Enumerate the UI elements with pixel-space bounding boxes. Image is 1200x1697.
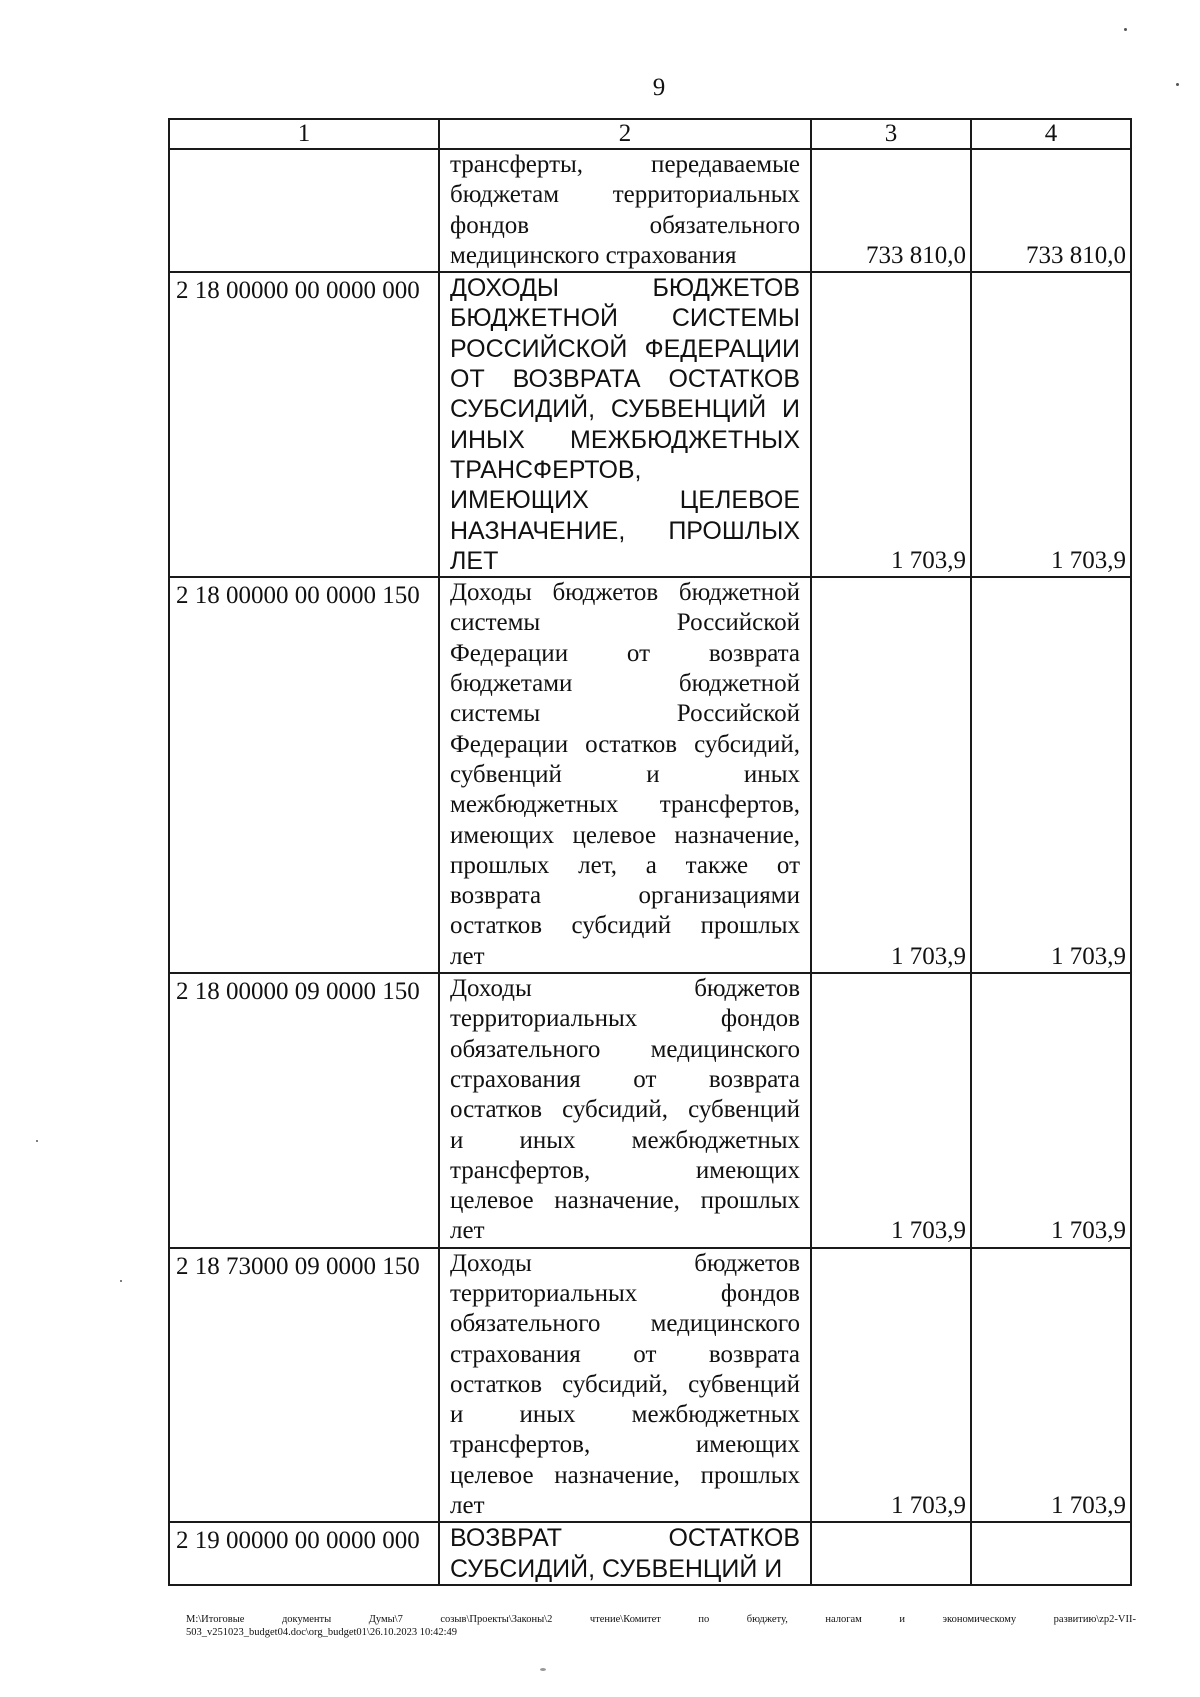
- budget-code-cell: 2 18 00000 00 0000 000: [169, 272, 439, 577]
- description-line: возврата организациями: [450, 882, 800, 910]
- scan-speck: [120, 1280, 122, 1282]
- column-header: 1: [169, 119, 439, 149]
- description-line: обязательного медицинского: [450, 1035, 800, 1063]
- amount-col4-cell: [971, 1522, 1131, 1585]
- description-line: остатков субсидий, субвенций: [450, 1096, 800, 1124]
- budget-code-cell: 2 18 73000 09 0000 150: [169, 1248, 439, 1523]
- description-cell: [439, 149, 811, 272]
- description-cell: [439, 577, 811, 973]
- description-line: НАЗНАЧЕНИЕ, ПРОШЛЫХ: [450, 516, 800, 545]
- description-line: территориальных фондов: [450, 1005, 800, 1033]
- description-line: целевое назначение, прошлых: [450, 1187, 800, 1215]
- description-line: лет: [450, 942, 485, 970]
- description-line: страхования от возврата: [450, 1065, 800, 1093]
- description-cell: [439, 1522, 811, 1585]
- description-line: межбюджетных трансфертов,: [450, 791, 800, 819]
- description-line: фондов обязательного: [450, 211, 800, 239]
- description-cell: [439, 973, 811, 1248]
- table-row: [169, 577, 1131, 973]
- description-line: ЛЕТ: [450, 546, 499, 575]
- description-line: лет: [450, 1217, 485, 1245]
- table-body: [169, 149, 1131, 1585]
- amount-col3-cell: 1 703,9: [811, 1248, 971, 1523]
- description-line: бюджетам территориальных: [450, 181, 800, 209]
- description-line: целевое назначение, прошлых: [450, 1461, 800, 1489]
- description-line: остатков субсидий, субвенций: [450, 1370, 800, 1398]
- description-line: прошлых лет, а также от: [450, 851, 800, 879]
- description-line: субвенций и иных: [450, 760, 800, 788]
- description-line: страхования от возврата: [450, 1340, 800, 1368]
- description-line: ОТ ВОЗВРАТА ОСТАТКОВ: [450, 365, 800, 394]
- amount-col3-cell: 733 810,0: [811, 149, 971, 272]
- description-line: Доходы бюджетов бюджетной: [450, 579, 800, 607]
- table-row: [169, 1522, 1131, 1585]
- amount-col4-cell: 733 810,0: [971, 149, 1131, 272]
- budget-code-cell: [169, 149, 439, 272]
- table-header-row: [169, 119, 1131, 149]
- table-row: [169, 1248, 1131, 1523]
- description-line: ВОЗВРАТ ОСТАТКОВ: [450, 1524, 800, 1553]
- column-header: 3: [811, 119, 971, 149]
- description-line: РОССИЙСКОЙ ФЕДЕРАЦИИ: [450, 334, 800, 363]
- scan-speck: [36, 1140, 38, 1142]
- description-line: трансфертов, имеющих: [450, 1156, 800, 1184]
- description-line: системы Российской: [450, 700, 800, 728]
- amount-col3-cell: 1 703,9: [811, 272, 971, 577]
- column-header: 2: [439, 119, 811, 149]
- description-line: остатков субсидий прошлых: [450, 912, 800, 940]
- description-line: Федерации остатков субсидий,: [450, 730, 800, 758]
- budget-code-cell: 2 18 00000 00 0000 150: [169, 577, 439, 973]
- description-line: системы Российской: [450, 609, 800, 637]
- description-line: обязательного медицинского: [450, 1310, 800, 1338]
- description-line: ИМЕЮЩИХ ЦЕЛЕВОЕ: [450, 486, 800, 515]
- budget-code-cell: 2 18 00000 09 0000 150: [169, 973, 439, 1248]
- description-line: лет: [450, 1492, 485, 1520]
- footer-path-line-1: M:\Итоговые документы Думы\7 созыв\Проекты\Законы\2 чтение\Комитет по бюджету, налогам и экономическому развитию\zp2-VII-: [186, 1614, 1136, 1625]
- table-row: [169, 149, 1131, 272]
- table-row: [169, 272, 1131, 577]
- document-footer: [186, 1613, 1136, 1639]
- description-cell: [439, 1248, 811, 1523]
- amount-col3-cell: [811, 1522, 971, 1585]
- description-line: Федерации от возврата: [450, 639, 800, 667]
- description-line: СУБСИДИЙ, СУБВЕНЦИЙ И: [450, 395, 800, 424]
- description-line: ДОХОДЫ БЮДЖЕТОВ: [450, 274, 800, 303]
- amount-col4-cell: 1 703,9: [971, 272, 1131, 577]
- description-line: медицинского страхования: [450, 241, 737, 269]
- description-line: и иных межбюджетных: [450, 1126, 800, 1154]
- budget-table: [168, 118, 1132, 1586]
- description-line: бюджетами бюджетной: [450, 670, 800, 698]
- amount-col4-cell: 1 703,9: [971, 577, 1131, 973]
- amount-col4-cell: 1 703,9: [971, 973, 1131, 1248]
- description-line: БЮДЖЕТНОЙ СИСТЕМЫ: [450, 304, 800, 333]
- description-line: имеющих целевое назначение,: [450, 821, 800, 849]
- amount-col4-cell: 1 703,9: [971, 1248, 1131, 1523]
- footer-path-line-2: 503_v251023_budget04.doc\org_budget01\26.10.2023 10:42:49: [186, 1627, 458, 1638]
- description-line: СУБСИДИЙ, СУБВЕНЦИЙ И: [450, 1554, 783, 1583]
- table-row: [169, 973, 1131, 1248]
- description-line: трансферты, передаваемые: [450, 151, 800, 178]
- scan-speck: [1176, 83, 1179, 86]
- amount-col3-cell: 1 703,9: [811, 973, 971, 1248]
- column-header: 4: [971, 119, 1131, 149]
- description-line: территориальных фондов: [450, 1279, 800, 1307]
- scan-speck: [540, 1668, 546, 1671]
- budget-code-cell: 2 19 00000 00 0000 000: [169, 1522, 439, 1585]
- scan-speck: [1124, 28, 1127, 31]
- description-line: ИНЫХ МЕЖБЮДЖЕТНЫХ: [450, 425, 800, 454]
- description-line: Доходы бюджетов: [450, 975, 800, 1003]
- description-line: ТРАНСФЕРТОВ,: [450, 455, 642, 484]
- description-line: трансфертов, имеющих: [450, 1431, 800, 1459]
- page-number: 9: [652, 74, 666, 101]
- description-line: Доходы бюджетов: [450, 1249, 800, 1277]
- description-cell: [439, 272, 811, 577]
- amount-col3-cell: 1 703,9: [811, 577, 971, 973]
- description-line: и иных межбюджетных: [450, 1401, 800, 1429]
